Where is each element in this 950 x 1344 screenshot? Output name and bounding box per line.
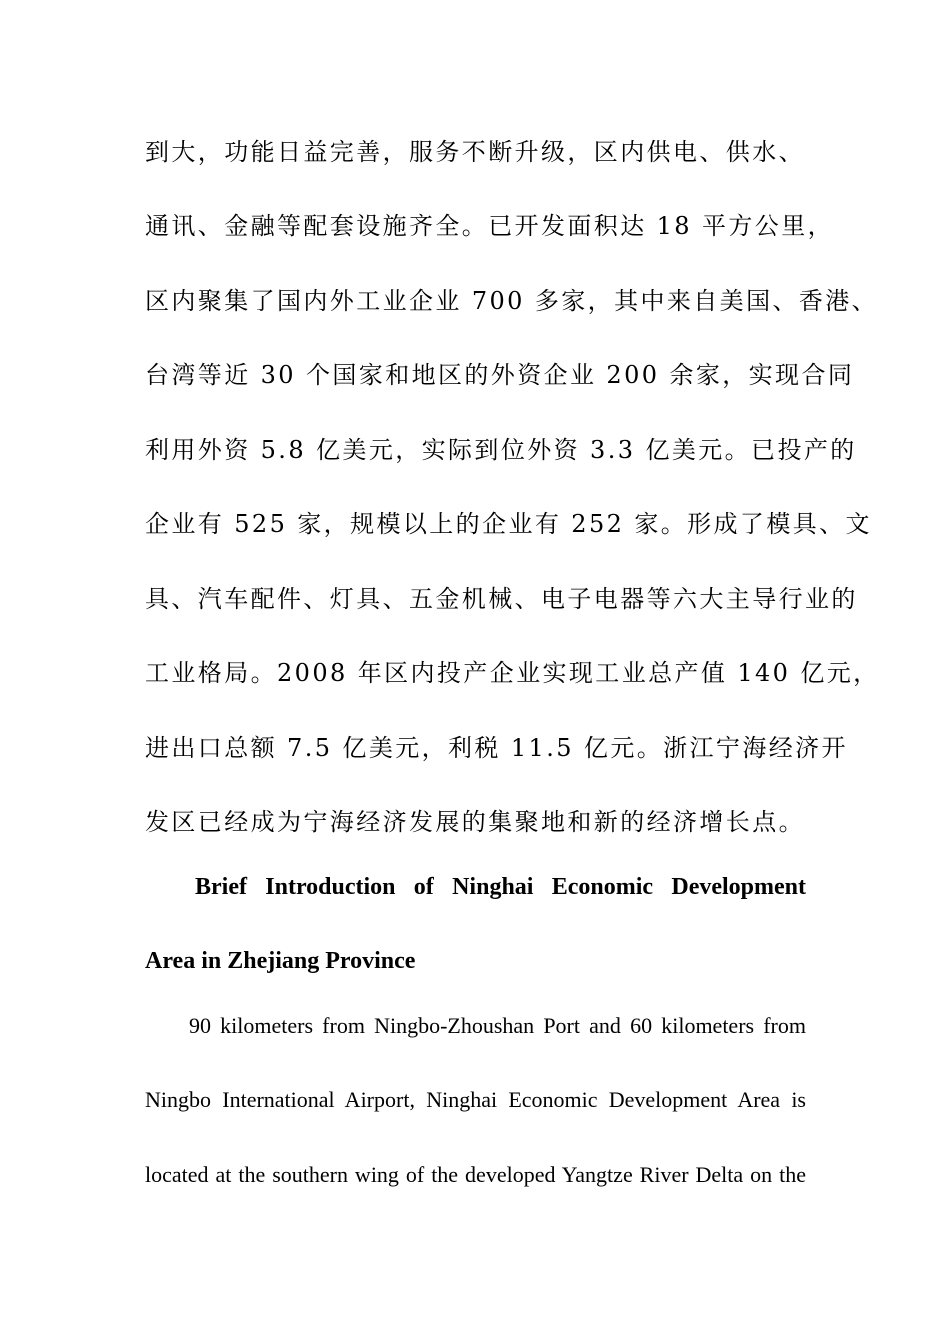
- heading-line: Brief Introduction of Ninghai Economic Development: [195, 874, 806, 900]
- paragraph-line: 企业有 525 家，规模以上的企业有 252 家。形成了模具、文: [145, 510, 872, 538]
- paragraph-line: located at the southern wing of the developed Yangtze River Delta on the: [145, 1162, 806, 1187]
- paragraph-line: 发区已经成为宁海经济发展的集聚地和新的经济增长点。: [145, 808, 805, 836]
- paragraph-line: 台湾等近 30 个国家和地区的外资企业 200 余家，实现合同: [145, 361, 855, 389]
- heading-line: Area in Zhejiang Province: [145, 948, 416, 974]
- paragraph-line: 区内聚集了国内外工业企业 700 多家，其中来自美国、香港、: [145, 287, 879, 315]
- paragraph-line: 到大，功能日益完善，服务不断升级，区内供电、供水、: [145, 138, 805, 166]
- paragraph-line: 通讯、金融等配套设施齐全。已开发面积达 18 平方公里，: [145, 212, 834, 240]
- paragraph-line: Ningbo International Airport, Ninghai Economic Development Area is: [145, 1087, 806, 1112]
- paragraph-line: 具、汽车配件、灯具、五金机械、电子电器等六大主导行业的: [145, 585, 858, 613]
- paragraph-line: 进出口总额 7.5 亿美元，利税 11.5 亿元。浙江宁海经济开: [145, 734, 848, 762]
- paragraph-line: 工业格局。2008 年区内投产企业实现工业总产值 140 亿元，: [145, 659, 880, 687]
- paragraph-line: 90 kilometers from Ningbo-Zhoushan Port and 60 kilometers from: [189, 1013, 806, 1038]
- paragraph-line: 利用外资 5.8 亿美元，实际到位外资 3.3 亿美元。已投产的: [145, 436, 857, 464]
